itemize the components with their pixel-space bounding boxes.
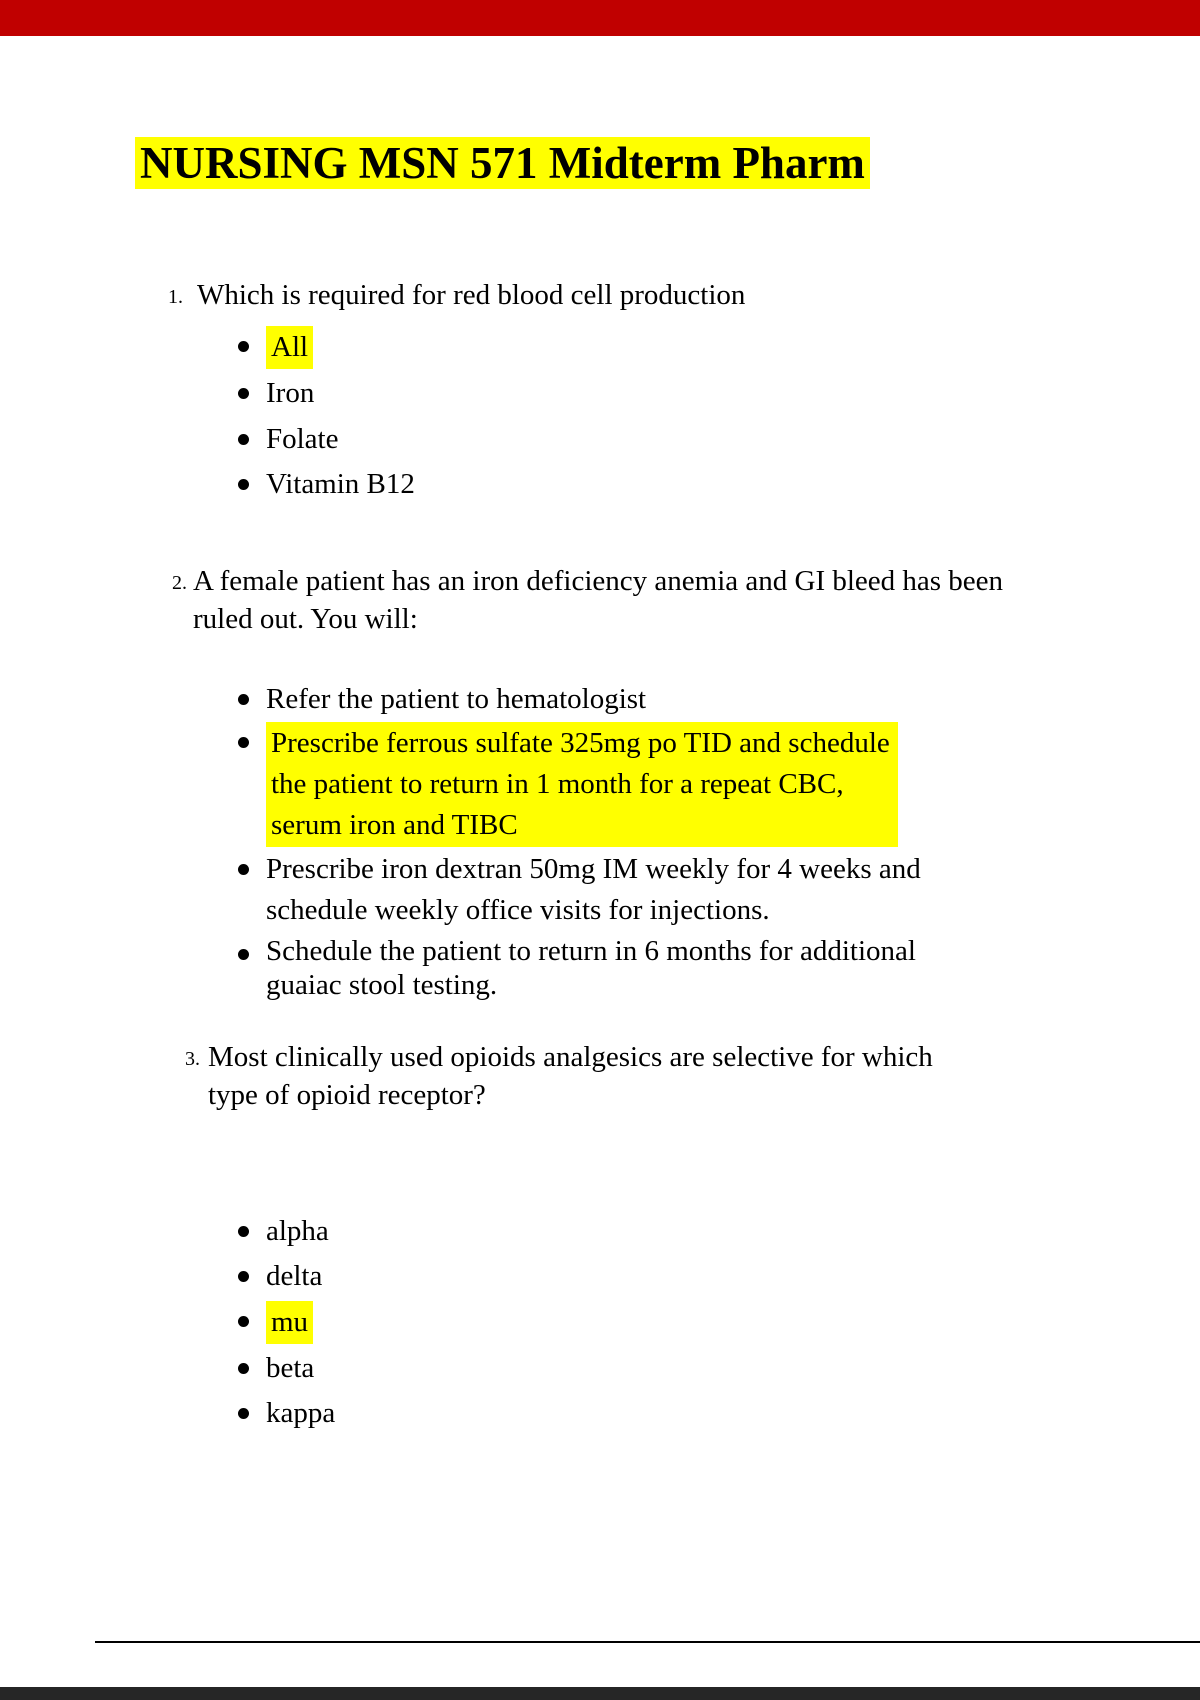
bullet-icon: [238, 1271, 249, 1282]
question-1: [168, 276, 745, 509]
option-text: kappa: [266, 1397, 336, 1430]
question-number: 2.: [172, 572, 187, 594]
option-item: [238, 1256, 968, 1297]
option-text: alpha: [266, 1214, 329, 1247]
question-1-options: [238, 326, 745, 505]
option-text: Vitamin B12: [266, 467, 415, 500]
question-number: 3.: [185, 1048, 200, 1070]
top-red-bar: [0, 0, 1200, 36]
option-text: All: [266, 326, 313, 369]
bullet-icon: [238, 388, 249, 399]
option-item: [238, 1211, 968, 1252]
option-text: Refer the patient to hematologist: [266, 682, 647, 715]
bottom-dark-bar: [0, 1687, 1200, 1700]
option-item: [238, 326, 745, 369]
bullet-icon: [238, 864, 249, 875]
option-item: [238, 722, 1013, 848]
page-title: [135, 136, 870, 190]
bullet-icon: [238, 341, 249, 352]
bullet-icon: [238, 1408, 249, 1419]
option-item: [238, 679, 1013, 720]
option-item: [238, 1393, 968, 1434]
question-text: A female patient has an iron deficiency anemia and GI bleed has been ruled out. You will:: [193, 565, 1004, 636]
option-item: [238, 934, 1013, 1002]
option-item: [238, 419, 745, 460]
option-text: beta: [266, 1352, 315, 1385]
option-item: [238, 1301, 968, 1344]
question-3: [185, 1038, 968, 1438]
bullet-icon: [238, 434, 249, 445]
option-text: delta: [266, 1259, 323, 1292]
bullet-icon: [238, 1363, 249, 1374]
option-item: [238, 1348, 968, 1389]
bullet-icon: [238, 949, 249, 960]
question-text: Which is required for red blood cell production: [197, 279, 746, 311]
question-number: 1.: [168, 286, 183, 308]
option-text: Prescribe ferrous sulfate 325mg po TID and schedule the patient to return in 1 month for a repeat CBC, serum iron and TIBC: [266, 722, 898, 848]
option-text: Schedule the patient to return in 6 months for additional guaiac stool testing.: [266, 934, 916, 1001]
option-item: [238, 373, 745, 414]
question-2-head: [172, 562, 1013, 639]
option-text: mu: [266, 1301, 313, 1344]
question-3-options: [238, 1211, 968, 1435]
question-2-options: [238, 679, 1013, 1002]
bottom-divider-line: [95, 1641, 1200, 1643]
question-3-head: [185, 1038, 968, 1115]
bullet-icon: [238, 1226, 249, 1237]
page-title-text: NURSING MSN 571 Midterm Pharm: [135, 137, 870, 189]
question-text: Most clinically used opioids analgesics are selective for which type of opioid receptor?: [208, 1041, 933, 1112]
option-text: Prescribe iron dextran 50mg IM weekly for 4 weeks and schedule weekly office visits for injections.: [266, 853, 921, 927]
option-text: Folate: [266, 422, 339, 455]
bullet-icon: [238, 694, 249, 705]
option-item: [238, 849, 1013, 931]
bullet-icon: [238, 479, 249, 490]
question-1-head: [168, 276, 745, 314]
bullet-icon: [238, 737, 249, 748]
option-item: [238, 464, 745, 505]
bullet-icon: [238, 1316, 249, 1327]
option-text: Iron: [266, 377, 315, 410]
question-2: [172, 562, 1013, 1004]
